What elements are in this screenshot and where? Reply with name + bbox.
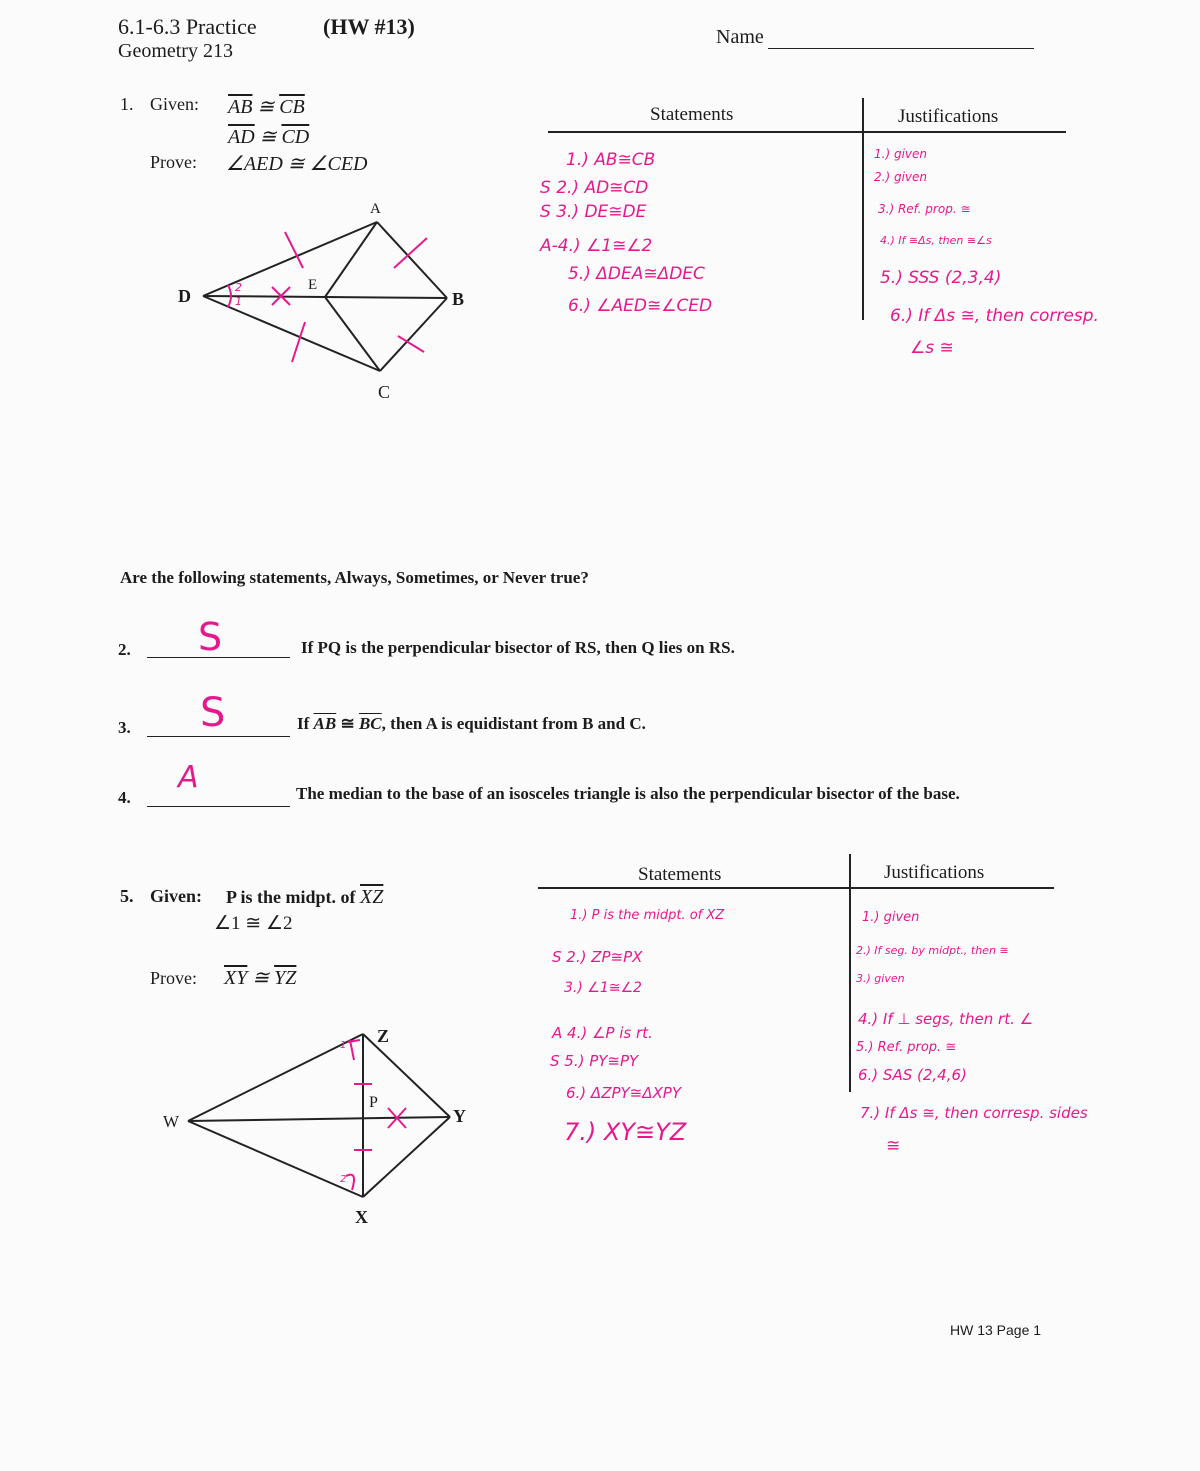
proof-table-5-vline [849,854,851,1092]
p1-justification-3: 3.) Ref. prop. ≅ [878,202,971,216]
vertex-D-label: D [178,286,191,306]
p1-statement-5: 5.) ΔDEA≅ΔDEC [568,264,705,284]
p5-statement-6: 6.) ΔZPY≅ΔXPY [566,1084,681,1102]
page-footer: HW 13 Page 1 [950,1322,1042,1338]
problem-5-prove-label: Prove: [150,968,197,988]
p5-justification-3: 3.) given [856,972,905,985]
vertex-A-label: A [370,201,381,217]
problem-1-given-1: $\overline{AB}$ ≅ $\overline{CB}$ [228,96,305,118]
p5-justification-2: 2.) If seg. by midpt., then ≅ [856,944,1009,957]
problem-1-prove-label: Prove: [150,152,197,172]
p5-statement-5: S 5.) PY≅PY [550,1052,639,1070]
q2-answer: S [198,615,223,659]
p5-justification-1: 1.) given [862,910,920,925]
p1-justification-5: 5.) SSS (2,3,4) [880,268,1002,288]
q2-text: If PQ is the perpendicular bisector of RS, then Q lies on RS. [301,638,735,657]
problem-5-given-1: P is the midpt. of $\overline{XZ}$ [226,886,384,908]
p1-justification-6-cont: ∠s ≅ [910,338,954,358]
angle-2-mark: 2 [235,281,242,294]
problem-1-given-label: Given: [150,94,199,114]
vertex-C-label: C [378,382,391,402]
name-label: Name [716,26,764,48]
problem-5-given-2: ∠1 ≅ ∠2 [214,913,293,934]
q3-answer: S [200,690,226,736]
problem-5-prove: $\overline{XY}$ ≅ $\overline{YZ}$ [224,967,297,989]
p1-justification-1: 1.) given [874,147,927,161]
p1-statement-3: S 3.) DE≅DE [540,202,647,222]
q4-text: The median to the base of an isosceles triangle is also the perpendicular bisector of the base. [296,784,960,803]
q2-number: 2. [118,640,131,659]
homework-number: (HW #13) [323,14,415,39]
p5-statement-7: 7.) XY≅YZ [564,1118,687,1146]
angle-1-mark: 1 [235,295,242,308]
p5-statement-1: 1.) P is the midpt. of XZ [570,908,725,923]
q4-number: 4. [118,788,131,807]
problem-1-given-2: $\overline{AD}$ ≅ $\overline{CD}$ [228,126,310,148]
course-name: Geometry 213 [118,40,233,62]
p5-statement-3: 3.) ∠1≅∠2 [564,980,642,996]
q4-answer: A [178,760,199,795]
justifications-header-1: Justifications [898,106,999,127]
vertex-B-label: B [452,289,465,309]
vertex-Y-label: Y [453,1106,466,1126]
angle-2-mark-5: 2 [340,1174,347,1185]
problem-1-number: 1. [120,94,134,114]
p5-justification-4: 4.) If ⊥ segs, then rt. ∠ [858,1010,1034,1028]
p5-justification-5: 5.) Ref. prop. ≅ [856,1040,957,1055]
point-P-label: P [369,1094,378,1111]
worksheet-title: 6.1-6.3 Practice [118,14,257,39]
statements-header-5: Statements [638,864,722,885]
q3-text: If $\overline{AB}$ ≅ $\overline{BC}$, then A is equidistant from B and C. [297,714,646,733]
p5-statement-4: A 4.) ∠P is rt. [552,1024,653,1042]
p5-justification-6: 6.) SAS (2,4,6) [858,1066,967,1084]
asn-prompt: Are the following statements, Always, Sometimes, or Never true? [120,568,589,587]
p1-statement-6: 6.) ∠AED≅∠CED [568,296,713,316]
p1-justification-6: 6.) If Δs ≅, then corresp. [890,306,1099,326]
vertex-E-label: E [308,277,318,293]
p1-justification-2: 2.) given [874,170,927,184]
statements-header-1: Statements [650,104,734,125]
p5-statement-2: S 2.) ZP≅PX [552,948,643,966]
p1-statement-1: 1.) AB≅CB [566,150,656,170]
p5-justification-7: 7.) If Δs ≅, then corresp. sides [860,1104,1088,1122]
q3-number: 3. [118,718,131,737]
p5-justification-7-cont: ≅ [886,1136,901,1156]
vertex-W-label: W [163,1112,180,1131]
problem-1-prove: ∠AED ≅ ∠CED [226,153,368,175]
problem-5-given-label: Given: [150,886,202,906]
p1-statement-2: S 2.) AD≅CD [540,178,649,198]
vertex-X-label: X [355,1207,368,1227]
proof-table-5-hline [538,887,1054,889]
justifications-header-5: Justifications [884,862,985,883]
problem-5-number: 5. [120,886,134,906]
vertex-Z-label: Z [377,1026,390,1046]
p1-justification-4: 4.) If ≅Δs, then ≅∠s [880,234,992,247]
angle-1-mark-5: 1 [340,1040,347,1051]
p1-statement-4: A-4.) ∠1≅∠2 [540,236,653,256]
